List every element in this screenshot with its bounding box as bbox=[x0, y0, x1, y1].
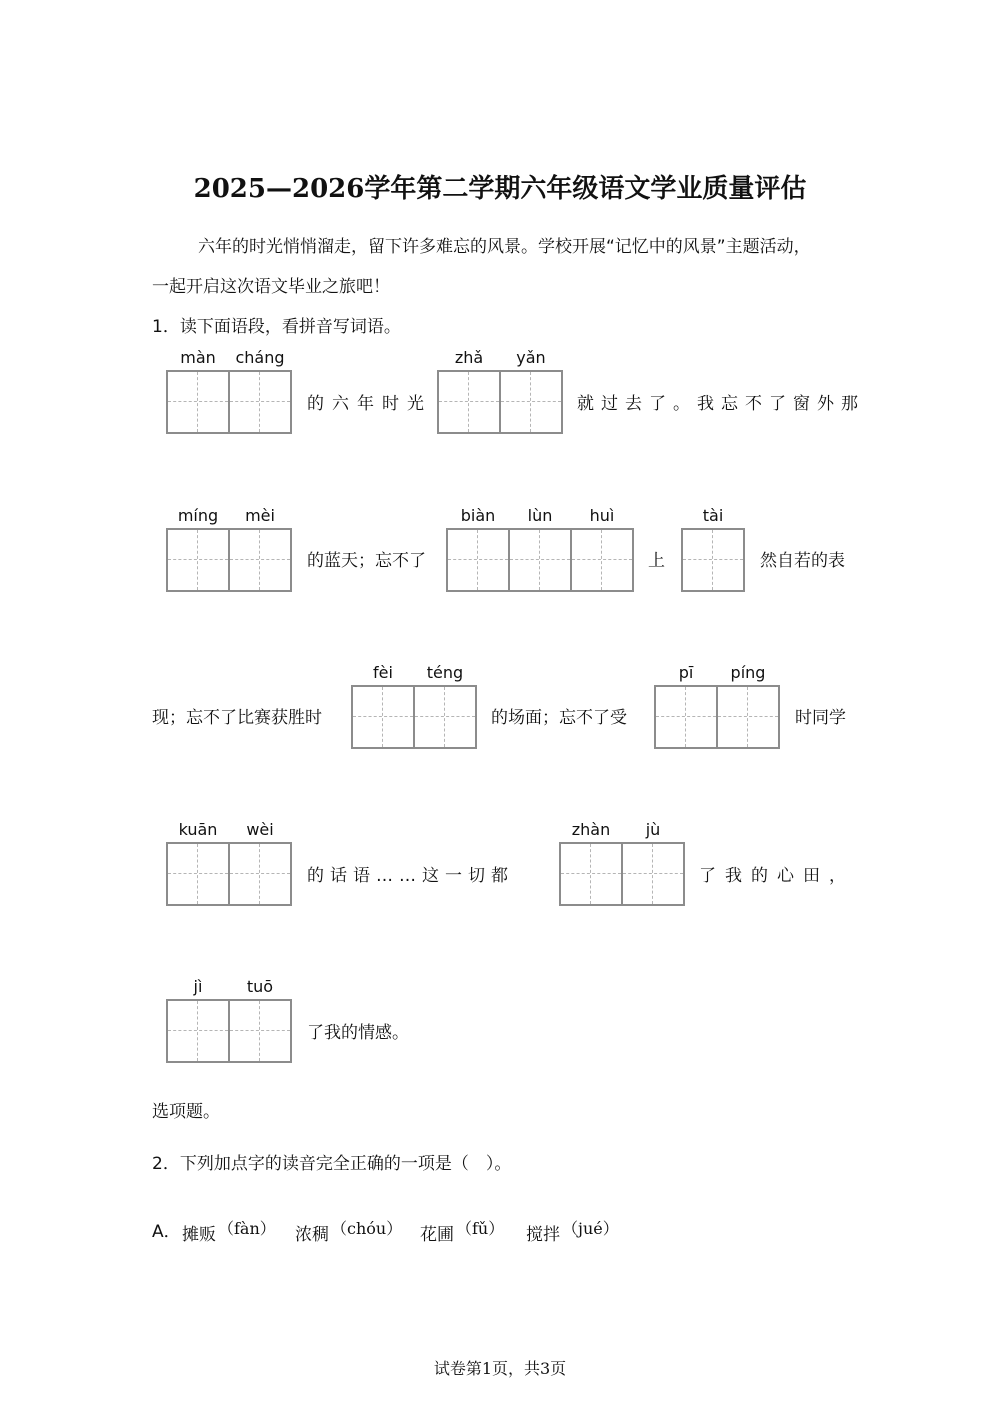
answer-box[interactable] bbox=[716, 685, 780, 749]
pinyin-label: pī bbox=[678, 663, 694, 682]
answer-box[interactable] bbox=[166, 999, 230, 1063]
passage-text: 了我的情感。 bbox=[307, 1023, 409, 1043]
passage-text: 上 bbox=[648, 551, 665, 571]
section-heading: 选项题。 bbox=[152, 1102, 220, 1122]
passage-text: 的话语……这一切都 bbox=[307, 866, 514, 886]
option-pinyin: （fǔ） bbox=[456, 1219, 505, 1238]
pinyin-label: kuān bbox=[178, 820, 218, 839]
answer-box[interactable] bbox=[166, 842, 230, 906]
passage-text: 然自若的表 bbox=[760, 551, 845, 571]
pinyin-label: míng bbox=[177, 506, 219, 525]
answer-box[interactable] bbox=[654, 685, 718, 749]
pinyin-label: màn bbox=[180, 348, 216, 367]
answer-box[interactable] bbox=[508, 528, 572, 592]
passage-text: 的场面；忘不了受 bbox=[491, 708, 627, 728]
pinyin-label: zhǎ bbox=[454, 348, 484, 367]
intro-line-1: 六年的时光悄悄溜走，留下许多难忘的风景。学校开展“记忆中的风景”主题活动， bbox=[198, 237, 811, 257]
pinyin-label: tuō bbox=[246, 977, 274, 996]
option-pinyin: （chóu） bbox=[331, 1219, 403, 1238]
pinyin-label: cháng bbox=[235, 348, 285, 367]
passage-text: 现；忘不了比赛获胜时 bbox=[152, 708, 322, 728]
pinyin-label: téng bbox=[426, 663, 464, 682]
answer-box[interactable] bbox=[570, 528, 634, 592]
passage-text: 的六年时光 bbox=[307, 394, 432, 414]
option-pinyin: （fàn） bbox=[218, 1219, 276, 1238]
pinyin-label: wèi bbox=[246, 820, 274, 839]
option-pinyin: （jué） bbox=[562, 1219, 619, 1238]
passage-text: 就过去了。我忘不了窗外那 bbox=[577, 394, 865, 414]
passage-text: 的蓝天；忘不了 bbox=[307, 551, 426, 571]
pinyin-label: zhàn bbox=[571, 820, 611, 839]
answer-box[interactable] bbox=[166, 528, 230, 592]
pinyin-label: yǎn bbox=[516, 348, 546, 367]
answer-box[interactable] bbox=[559, 842, 623, 906]
answer-box[interactable] bbox=[351, 685, 415, 749]
page-title: 2025—2026学年第二学期六年级语文学业质量评估 bbox=[193, 174, 807, 204]
answer-box[interactable] bbox=[681, 528, 745, 592]
answer-box[interactable] bbox=[413, 685, 477, 749]
answer-box[interactable] bbox=[621, 842, 685, 906]
answer-box[interactable] bbox=[228, 842, 292, 906]
pinyin-label: píng bbox=[730, 663, 766, 682]
page-footer: 试卷第1页，共3页 bbox=[433, 1359, 567, 1378]
pinyin-label: jù bbox=[645, 820, 661, 839]
answer-box[interactable] bbox=[446, 528, 510, 592]
pinyin-label: mèi bbox=[245, 506, 275, 525]
question-1-prompt: 1．读下面语段，看拼音写词语。 bbox=[152, 317, 401, 337]
answer-box[interactable] bbox=[166, 370, 230, 434]
answer-box[interactable] bbox=[499, 370, 563, 434]
option-word: 花圃 bbox=[420, 1225, 454, 1245]
question-2-prompt: 2．下列加点字的读音完全正确的一项是（ ）。 bbox=[152, 1154, 512, 1174]
option-word: 搅拌 bbox=[526, 1225, 560, 1245]
answer-box[interactable] bbox=[228, 999, 292, 1063]
option-word: 浓稠 bbox=[295, 1225, 329, 1245]
intro-line-2: 一起开启这次语文毕业之旅吧！ bbox=[152, 277, 390, 297]
passage-text: 时同学 bbox=[795, 708, 846, 728]
pinyin-label: fèi bbox=[373, 663, 393, 682]
passage-text: 了我的心田， bbox=[699, 866, 855, 886]
pinyin-label: tài bbox=[702, 506, 724, 525]
option-word: 摊贩 bbox=[182, 1225, 216, 1245]
pinyin-label: lùn bbox=[527, 506, 553, 525]
answer-box[interactable] bbox=[228, 370, 292, 434]
pinyin-label: biàn bbox=[460, 506, 496, 525]
pinyin-label: huì bbox=[589, 506, 615, 525]
answer-box[interactable] bbox=[437, 370, 501, 434]
answer-box[interactable] bbox=[228, 528, 292, 592]
option-a-label[interactable]: A． bbox=[152, 1222, 181, 1242]
pinyin-label: jì bbox=[193, 977, 203, 996]
